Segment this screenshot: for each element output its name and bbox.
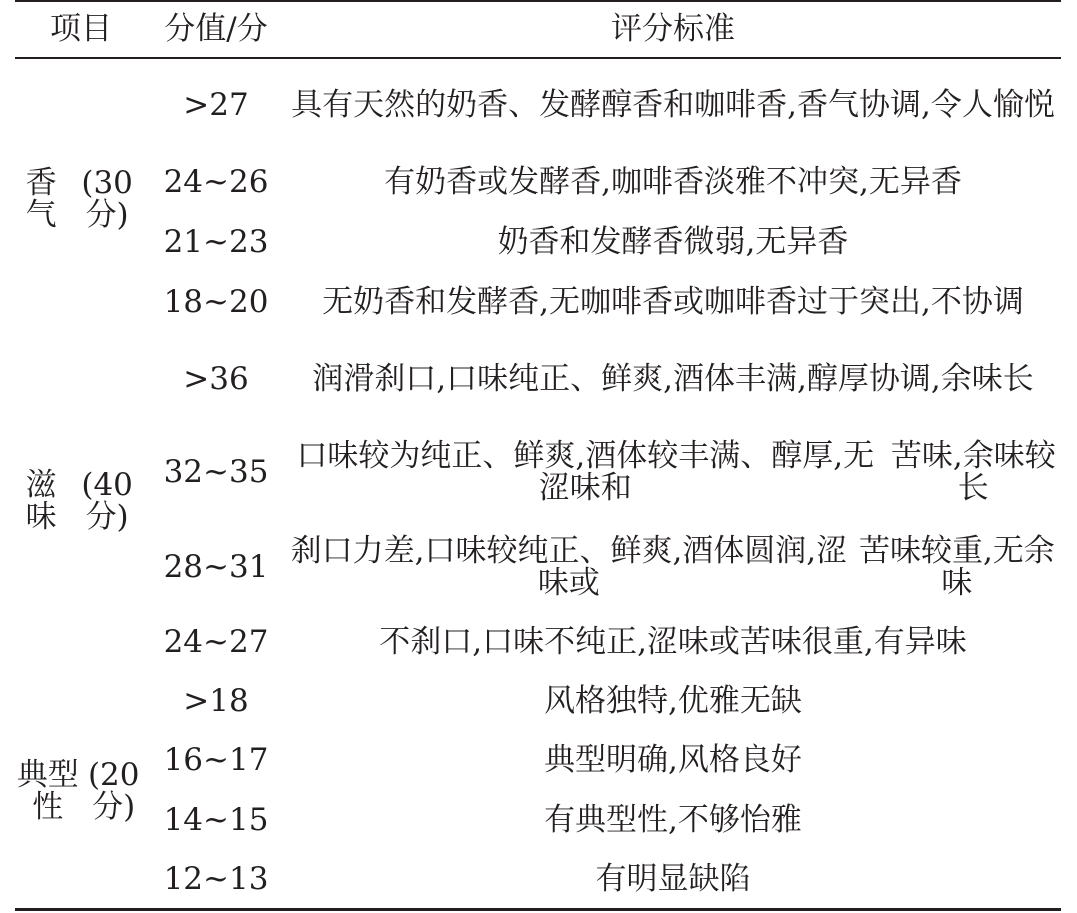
header-criteria: 评分标准	[611, 10, 735, 47]
table-row-score: 32~35	[163, 454, 269, 490]
group-item-name: 滋味	[25, 467, 57, 535]
table-row-criteria: 风格独特,优雅无缺	[544, 683, 802, 719]
table-row-score: 24~26	[163, 164, 269, 200]
criteria-line: 余味长	[940, 361, 1034, 397]
table-row-criteria: 有奶香或发酵香,咖啡香淡雅不冲突,无异香	[384, 164, 962, 200]
table-row-criteria: 不刹口,口味不纯正,涩味或苦味很重,有异味	[379, 624, 967, 660]
group-item-aroma	[15, 58, 147, 340]
group-item-name: 香气	[25, 165, 57, 233]
table-row-criteria	[285, 424, 1061, 520]
table-row-score: 14~15	[163, 802, 269, 838]
table-row-criteria: 有典型性,不够怡雅	[544, 802, 802, 838]
table-row-score: >36	[183, 361, 249, 397]
table-row-criteria: 奶香和发酵香微弱,无异香	[497, 224, 849, 260]
table-row-score: 24~27	[163, 624, 269, 660]
table-row-score: 12~13	[163, 861, 269, 897]
criteria-line: 令人愉悦	[930, 87, 1055, 123]
group-item-name: 典型性	[16, 757, 79, 825]
table-row-score: 16~17	[163, 742, 269, 778]
table-row-criteria: 典型明确,风格良好	[544, 742, 802, 778]
table-row-criteria	[285, 334, 1061, 424]
group-item-typicality	[15, 674, 147, 908]
table-row-criteria	[285, 520, 1061, 614]
criteria-line: 润滑刹口,口味纯正、鲜爽,酒体丰满,醇厚协调,	[312, 361, 941, 397]
group-item-points: (30分)	[81, 165, 133, 233]
table-row-score: >18	[183, 683, 249, 719]
table-bottom-rule	[15, 908, 1061, 911]
criteria-line: 刹口力差,口味较纯正、鲜爽,酒体圆润,涩味或	[290, 533, 848, 601]
group-item-points: (20分)	[87, 757, 140, 825]
criteria-line: 苦味较重,无余味	[858, 533, 1055, 601]
table-row-score: 18~20	[163, 284, 269, 320]
criteria-line: 具有天然的奶香、发酵醇香和咖啡香,香气协调,	[291, 87, 931, 123]
criteria-line: 口味较为纯正、鲜爽,酒体较丰满、醇厚,无涩味和	[296, 438, 875, 506]
table-row-criteria: 有明显缺陷	[595, 861, 751, 897]
group-item-taste	[15, 336, 147, 666]
table-row-criteria: 无奶香和发酵香,无咖啡香或咖啡香过于突出,不协调	[322, 284, 1024, 320]
group-item-points: (40分)	[81, 467, 133, 535]
table-row-score: 28~31	[163, 549, 269, 585]
table-row-criteria	[285, 58, 1061, 152]
criteria-line: 苦味,余味较长	[890, 438, 1056, 506]
table-row-score: >27	[183, 87, 249, 123]
table-row-score: 21~23	[163, 224, 269, 260]
header-score: 分值/分	[164, 10, 268, 47]
header-item: 项目	[50, 10, 112, 47]
